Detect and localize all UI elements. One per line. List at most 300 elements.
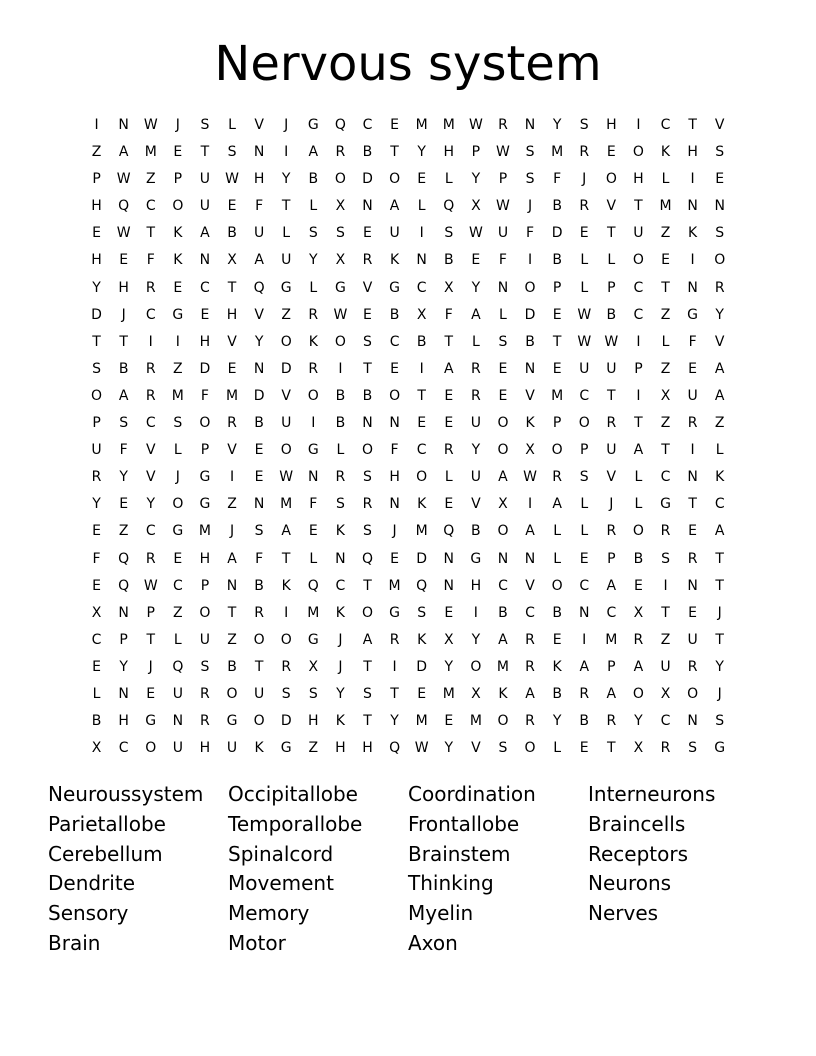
grid-cell: E: [471, 252, 481, 269]
grid-cell: B: [308, 171, 319, 188]
grid-cell: U: [199, 631, 211, 648]
grid-cell: P: [498, 171, 508, 188]
grid-cell: C: [172, 577, 183, 594]
grid-cell: A: [525, 523, 535, 540]
grid-cell: U: [497, 225, 509, 242]
grid-cell: A: [443, 360, 454, 377]
grid-cell: U: [606, 442, 617, 459]
word-list-item: Receptors: [588, 841, 689, 866]
grid-cell: T: [363, 658, 372, 675]
grid-cell: B: [552, 604, 562, 621]
grid-cell: O: [172, 198, 184, 215]
grid-cell: H: [443, 144, 455, 161]
word-list-item: Parietallobe: [48, 811, 166, 836]
grid-cell: N: [687, 279, 698, 296]
grid-cell: Y: [417, 144, 426, 161]
grid-cell: M: [551, 387, 564, 404]
grid-cell: L: [228, 117, 236, 133]
grid-cell: I: [392, 658, 397, 675]
word-list-item: Brainstem: [408, 841, 511, 866]
grid-cell: O: [280, 333, 292, 350]
grid-cell: P: [471, 144, 481, 161]
grid-cell: B: [254, 577, 264, 594]
grid-cell: T: [363, 713, 372, 730]
grid-cell: A: [606, 577, 617, 594]
grid-cell: R: [145, 387, 156, 404]
grid-cell: U: [226, 740, 238, 757]
grid-cell: Q: [443, 523, 455, 540]
grid-cell: B: [498, 604, 508, 621]
word-list-item: Frontallobe: [408, 811, 520, 836]
grid-cell: Z: [173, 360, 183, 377]
grid-cell: E: [92, 523, 101, 540]
grid-cell: O: [145, 740, 157, 757]
grid-cell: W: [468, 225, 483, 242]
grid-cell: G: [172, 306, 184, 323]
word-list: [48, 780, 768, 959]
grid-cell: Q: [253, 279, 265, 296]
grid-cell: S: [498, 333, 508, 350]
grid-cell: C: [91, 631, 102, 648]
grid-cell: E: [688, 523, 698, 540]
grid-cell: L: [309, 198, 318, 215]
grid-cell: L: [580, 496, 589, 513]
grid-cell: I: [690, 171, 695, 188]
grid-cell: Y: [552, 117, 562, 133]
grid-cell: M: [280, 496, 293, 513]
grid-cell: O: [551, 442, 563, 459]
grid-cell: B: [91, 713, 102, 730]
word-list-item: Interneurons: [588, 782, 716, 806]
grid-cell: T: [715, 631, 724, 648]
grid-cell: L: [173, 442, 182, 459]
grid-cell: T: [119, 333, 128, 350]
grid-cell: A: [633, 658, 644, 675]
grid-cell: R: [362, 252, 373, 269]
grid-cell: H: [91, 252, 102, 269]
grid-cell: U: [281, 415, 292, 432]
grid-cell: N: [497, 279, 509, 296]
grid-cell: R: [281, 658, 292, 675]
grid-cell: A: [633, 442, 644, 459]
grid-cell: V: [254, 306, 264, 323]
grid-cell: R: [687, 658, 698, 675]
grid-cell: C: [525, 604, 535, 621]
grid-cell: E: [579, 740, 589, 757]
grid-cell: R: [687, 550, 698, 567]
grid-cell: N: [687, 577, 698, 594]
grid-cell: E: [254, 442, 264, 459]
grid-cell: V: [525, 577, 535, 594]
grid-cell: Z: [660, 631, 671, 648]
grid-cell: S: [715, 225, 725, 242]
grid-cell: G: [280, 279, 292, 296]
grid-cell: E: [227, 360, 237, 377]
grid-cell: Y: [92, 279, 101, 296]
grid-cell: D: [524, 306, 536, 323]
grid-cell: Y: [390, 713, 399, 730]
grid-cell: C: [579, 577, 590, 594]
word-list-item: Axon: [408, 930, 458, 955]
grid-cell: R: [660, 523, 671, 540]
grid-cell: Q: [389, 740, 401, 757]
grid-cell: K: [335, 523, 345, 540]
grid-cell: O: [416, 469, 428, 486]
grid-cell: B: [525, 333, 535, 350]
grid-cell: O: [334, 171, 346, 188]
grid-cell: R: [498, 117, 508, 133]
grid-cell: H: [118, 279, 129, 296]
grid-cell: B: [552, 685, 562, 702]
grid-cell: N: [362, 415, 373, 432]
grid-cell: E: [254, 469, 264, 486]
grid-cell: R: [308, 306, 319, 323]
grid-cell: D: [91, 306, 102, 323]
grid-cell: P: [552, 415, 562, 432]
grid-cell: B: [254, 415, 264, 432]
grid-cell: E: [688, 360, 698, 377]
grid-cell: A: [525, 685, 535, 702]
grid-cell: E: [119, 496, 129, 513]
grid-cell: U: [470, 415, 481, 432]
grid-cell: I: [175, 333, 180, 350]
grid-cell: U: [172, 685, 183, 702]
grid-cell: A: [389, 198, 400, 215]
grid-cell: K: [525, 415, 535, 432]
grid-cell: N: [389, 496, 400, 513]
grid-cell: U: [687, 631, 698, 648]
grid-cell: B: [227, 225, 237, 242]
grid-cell: D: [416, 658, 428, 675]
grid-cell: R: [606, 415, 617, 432]
grid-cell: C: [145, 415, 156, 432]
grid-cell: F: [200, 387, 209, 404]
grid-cell: N: [118, 117, 129, 133]
grid-cell: O: [253, 631, 265, 648]
word-list-item: Motor: [228, 930, 286, 955]
grid-cell: T: [254, 658, 264, 675]
grid-cell: E: [119, 252, 129, 269]
grid-cell: A: [118, 144, 129, 161]
grid-cell: J: [609, 496, 614, 513]
grid-cell: Y: [146, 496, 156, 513]
word-list-item: Dendrite: [48, 871, 136, 896]
grid-cell: G: [172, 523, 184, 540]
grid-cell: R: [254, 604, 264, 621]
grid-cell: T: [281, 550, 291, 567]
word-list-item: Nerves: [588, 901, 659, 926]
grid-cell: E: [633, 577, 643, 594]
grid-cell: R: [200, 685, 210, 702]
grid-cell: P: [92, 171, 101, 188]
grid-cell: C: [416, 442, 427, 459]
grid-cell: E: [173, 550, 183, 567]
grid-cell: K: [254, 740, 264, 757]
grid-cell: Q: [416, 577, 428, 594]
grid-cell: N: [714, 198, 725, 215]
word-list-item: Braincells: [588, 811, 686, 836]
grid-cell: Q: [307, 577, 319, 594]
grid-cell: C: [660, 117, 671, 133]
grid-cell: Q: [118, 550, 130, 567]
grid-cell: H: [470, 577, 482, 594]
grid-cell: L: [444, 171, 453, 188]
grid-cell: I: [636, 387, 641, 404]
grid-cell: Y: [309, 252, 318, 269]
grid-cell: Q: [118, 198, 130, 215]
grid-cell: M: [144, 144, 157, 161]
grid-cell: O: [497, 442, 509, 459]
grid-cell: E: [200, 306, 210, 323]
grid-cell: S: [363, 685, 372, 702]
grid-cell: N: [578, 604, 590, 621]
grid-cell: K: [498, 685, 508, 702]
grid-cell: S: [281, 685, 291, 702]
grid-cell: X: [335, 252, 346, 269]
word-list-item: Thinking: [408, 871, 494, 896]
grid-cell: B: [118, 360, 129, 377]
grid-cell: O: [524, 279, 536, 296]
grid-cell: N: [362, 198, 373, 215]
grid-cell: E: [417, 171, 427, 188]
grid-cell: N: [416, 252, 427, 269]
grid-cell: I: [473, 604, 478, 621]
grid-cell: K: [281, 577, 291, 594]
grid-cell: J: [582, 171, 587, 188]
grid-cell: H: [389, 469, 400, 486]
grid-cell: Y: [471, 631, 481, 648]
grid-cell: B: [579, 713, 590, 730]
grid-cell: W: [496, 198, 510, 215]
grid-cell: R: [687, 415, 698, 432]
grid-cell: N: [172, 713, 184, 730]
grid-cell: B: [552, 252, 562, 269]
grid-cell: L: [173, 631, 182, 648]
grid-cell: V: [471, 740, 481, 757]
grid-cell: R: [145, 360, 156, 377]
grid-cell: V: [227, 333, 237, 350]
grid-cell: G: [199, 496, 211, 513]
grid-cell: P: [92, 415, 101, 432]
grid-cell: C: [579, 387, 590, 404]
grid-cell: X: [660, 387, 671, 404]
grid-cell: N: [687, 713, 698, 730]
grid-cell: V: [471, 496, 481, 513]
grid-cell: M: [442, 685, 455, 702]
grid-cell: M: [388, 577, 401, 594]
grid-cell: L: [634, 469, 643, 486]
grid-cell: N: [524, 117, 536, 133]
grid-cell: E: [715, 171, 725, 188]
grid-cell: S: [417, 604, 427, 621]
grid-cell: S: [363, 523, 372, 540]
grid-cell: X: [633, 740, 644, 757]
grid-cell: U: [633, 225, 644, 242]
grid-cell: O: [605, 171, 617, 188]
grid-cell: X: [91, 604, 102, 621]
grid-cell: S: [308, 685, 318, 702]
grid-cell: S: [715, 713, 725, 730]
grid-cell: X: [227, 252, 237, 269]
grid-cell: L: [634, 496, 643, 513]
grid-cell: S: [363, 333, 372, 350]
grid-cell: L: [282, 225, 291, 242]
grid-cell: J: [717, 604, 722, 621]
grid-cell: G: [660, 496, 671, 513]
grid-cell: W: [279, 469, 294, 486]
grid-cell: H: [687, 144, 698, 161]
grid-cell: B: [389, 306, 400, 323]
grid-cell: I: [229, 469, 235, 486]
grid-cell: T: [634, 198, 643, 215]
grid-cell: S: [308, 225, 318, 242]
grid-cell: T: [661, 442, 670, 459]
grid-cell: R: [660, 740, 671, 757]
grid-cell: F: [390, 442, 399, 459]
grid-cell: O: [497, 523, 509, 540]
grid-cell: M: [496, 658, 509, 675]
grid-cell: Z: [308, 740, 319, 757]
grid-cell: H: [606, 117, 617, 133]
grid-cell: I: [663, 577, 668, 594]
grid-cell: H: [199, 740, 211, 757]
word-list-item: Neuroussystem: [48, 782, 204, 806]
grid-cell: W: [496, 144, 510, 161]
grid-cell: R: [443, 442, 454, 459]
grid-cell: V: [714, 117, 725, 133]
grid-cell: O: [470, 658, 482, 675]
grid-cell: V: [714, 333, 725, 350]
grid-cell: U: [281, 252, 292, 269]
grid-cell: E: [92, 225, 101, 242]
word-column: [48, 780, 228, 959]
grid-cell: W: [604, 333, 619, 350]
grid-cell: M: [442, 117, 455, 133]
grid-cell: A: [254, 252, 264, 269]
grid-cell: E: [173, 279, 183, 296]
grid-cell: L: [92, 685, 101, 702]
grid-cell: H: [118, 713, 129, 730]
grid-cell: Y: [119, 469, 128, 486]
grid-cell: T: [688, 496, 697, 513]
grid-cell: A: [308, 144, 319, 161]
word-list-item: Memory: [228, 901, 310, 926]
grid-cell: N: [389, 415, 400, 432]
grid-cell: E: [227, 198, 237, 215]
grid-cell: E: [552, 306, 562, 323]
grid-cell: H: [362, 740, 373, 757]
grid-cell: L: [309, 279, 318, 296]
grid-cell: O: [389, 387, 401, 404]
grid-cell: J: [229, 523, 235, 540]
grid-cell: B: [552, 198, 562, 215]
grid-cell: P: [146, 604, 155, 621]
grid-cell: O: [334, 333, 346, 350]
grid-cell: O: [172, 496, 184, 513]
grid-cell: D: [416, 550, 428, 567]
grid-cell: Z: [91, 144, 102, 161]
grid-cell: R: [145, 550, 156, 567]
grid-cell: E: [417, 685, 427, 702]
grid-cell: R: [525, 713, 535, 730]
grid-cell: F: [92, 550, 101, 567]
grid-cell: I: [94, 117, 99, 133]
grid-cell: L: [499, 306, 507, 323]
word-column: [228, 780, 408, 959]
grid-cell: O: [199, 415, 211, 432]
grid-cell: O: [524, 740, 536, 757]
page-title: Nervous system: [214, 36, 602, 92]
grid-cell: O: [226, 685, 238, 702]
grid-cell: H: [308, 713, 319, 730]
grid-cell: A: [714, 360, 725, 377]
grid-cell: K: [389, 252, 400, 269]
grid-cell: P: [119, 631, 128, 648]
grid-cell: T: [390, 144, 399, 161]
grid-cell: R: [200, 713, 210, 730]
grid-cell: A: [200, 225, 210, 242]
grid-cell: I: [311, 415, 316, 432]
grid-cell: V: [606, 469, 617, 486]
grid-cell: T: [444, 333, 454, 350]
grid-cell: Z: [227, 631, 237, 648]
grid-cell: Y: [471, 171, 481, 188]
grid-cell: A: [498, 631, 508, 648]
grid-cell: M: [171, 387, 184, 404]
grid-cell: P: [607, 658, 616, 675]
grid-cell: K: [552, 658, 562, 675]
word-list-item: Myelin: [408, 901, 474, 926]
grid-cell: M: [225, 387, 239, 404]
grid-cell: T: [661, 604, 670, 621]
grid-cell: L: [471, 333, 480, 350]
grid-cell: P: [634, 360, 643, 377]
grid-cell: N: [253, 496, 265, 513]
grid-cell: L: [661, 171, 670, 188]
grid-cell: G: [280, 740, 292, 757]
grid-cell: K: [173, 225, 183, 242]
word-list-item: Spinalcord: [228, 841, 334, 866]
grid-cell: K: [715, 469, 725, 486]
grid-cell: G: [389, 604, 400, 621]
grid-cell: S: [688, 740, 698, 757]
grid-cell: V: [606, 198, 617, 215]
grid-cell: G: [334, 279, 346, 296]
grid-cell: U: [606, 360, 617, 377]
grid-cell: S: [254, 523, 264, 540]
grid-cell: W: [414, 740, 429, 757]
grid-cell: L: [336, 442, 345, 459]
grid-cell: Q: [443, 198, 455, 215]
grid-cell: C: [714, 496, 725, 513]
grid-cell: E: [579, 225, 589, 242]
grid-cell: B: [335, 387, 346, 404]
grid-cell: A: [714, 387, 725, 404]
grid-cell: N: [443, 577, 454, 594]
grid-cell: W: [577, 333, 592, 350]
grid-cell: F: [498, 252, 507, 269]
grid-cell: B: [606, 306, 617, 323]
grid-cell: U: [199, 198, 211, 215]
grid-cell: I: [690, 252, 695, 269]
grid-cell: P: [580, 442, 589, 459]
grid-cell: Q: [118, 577, 130, 594]
grid-cell: G: [714, 740, 726, 757]
grid-cell: R: [633, 631, 644, 648]
word-list-item: Movement: [228, 871, 334, 896]
grid-cell: O: [361, 442, 373, 459]
grid-cell: X: [91, 740, 102, 757]
